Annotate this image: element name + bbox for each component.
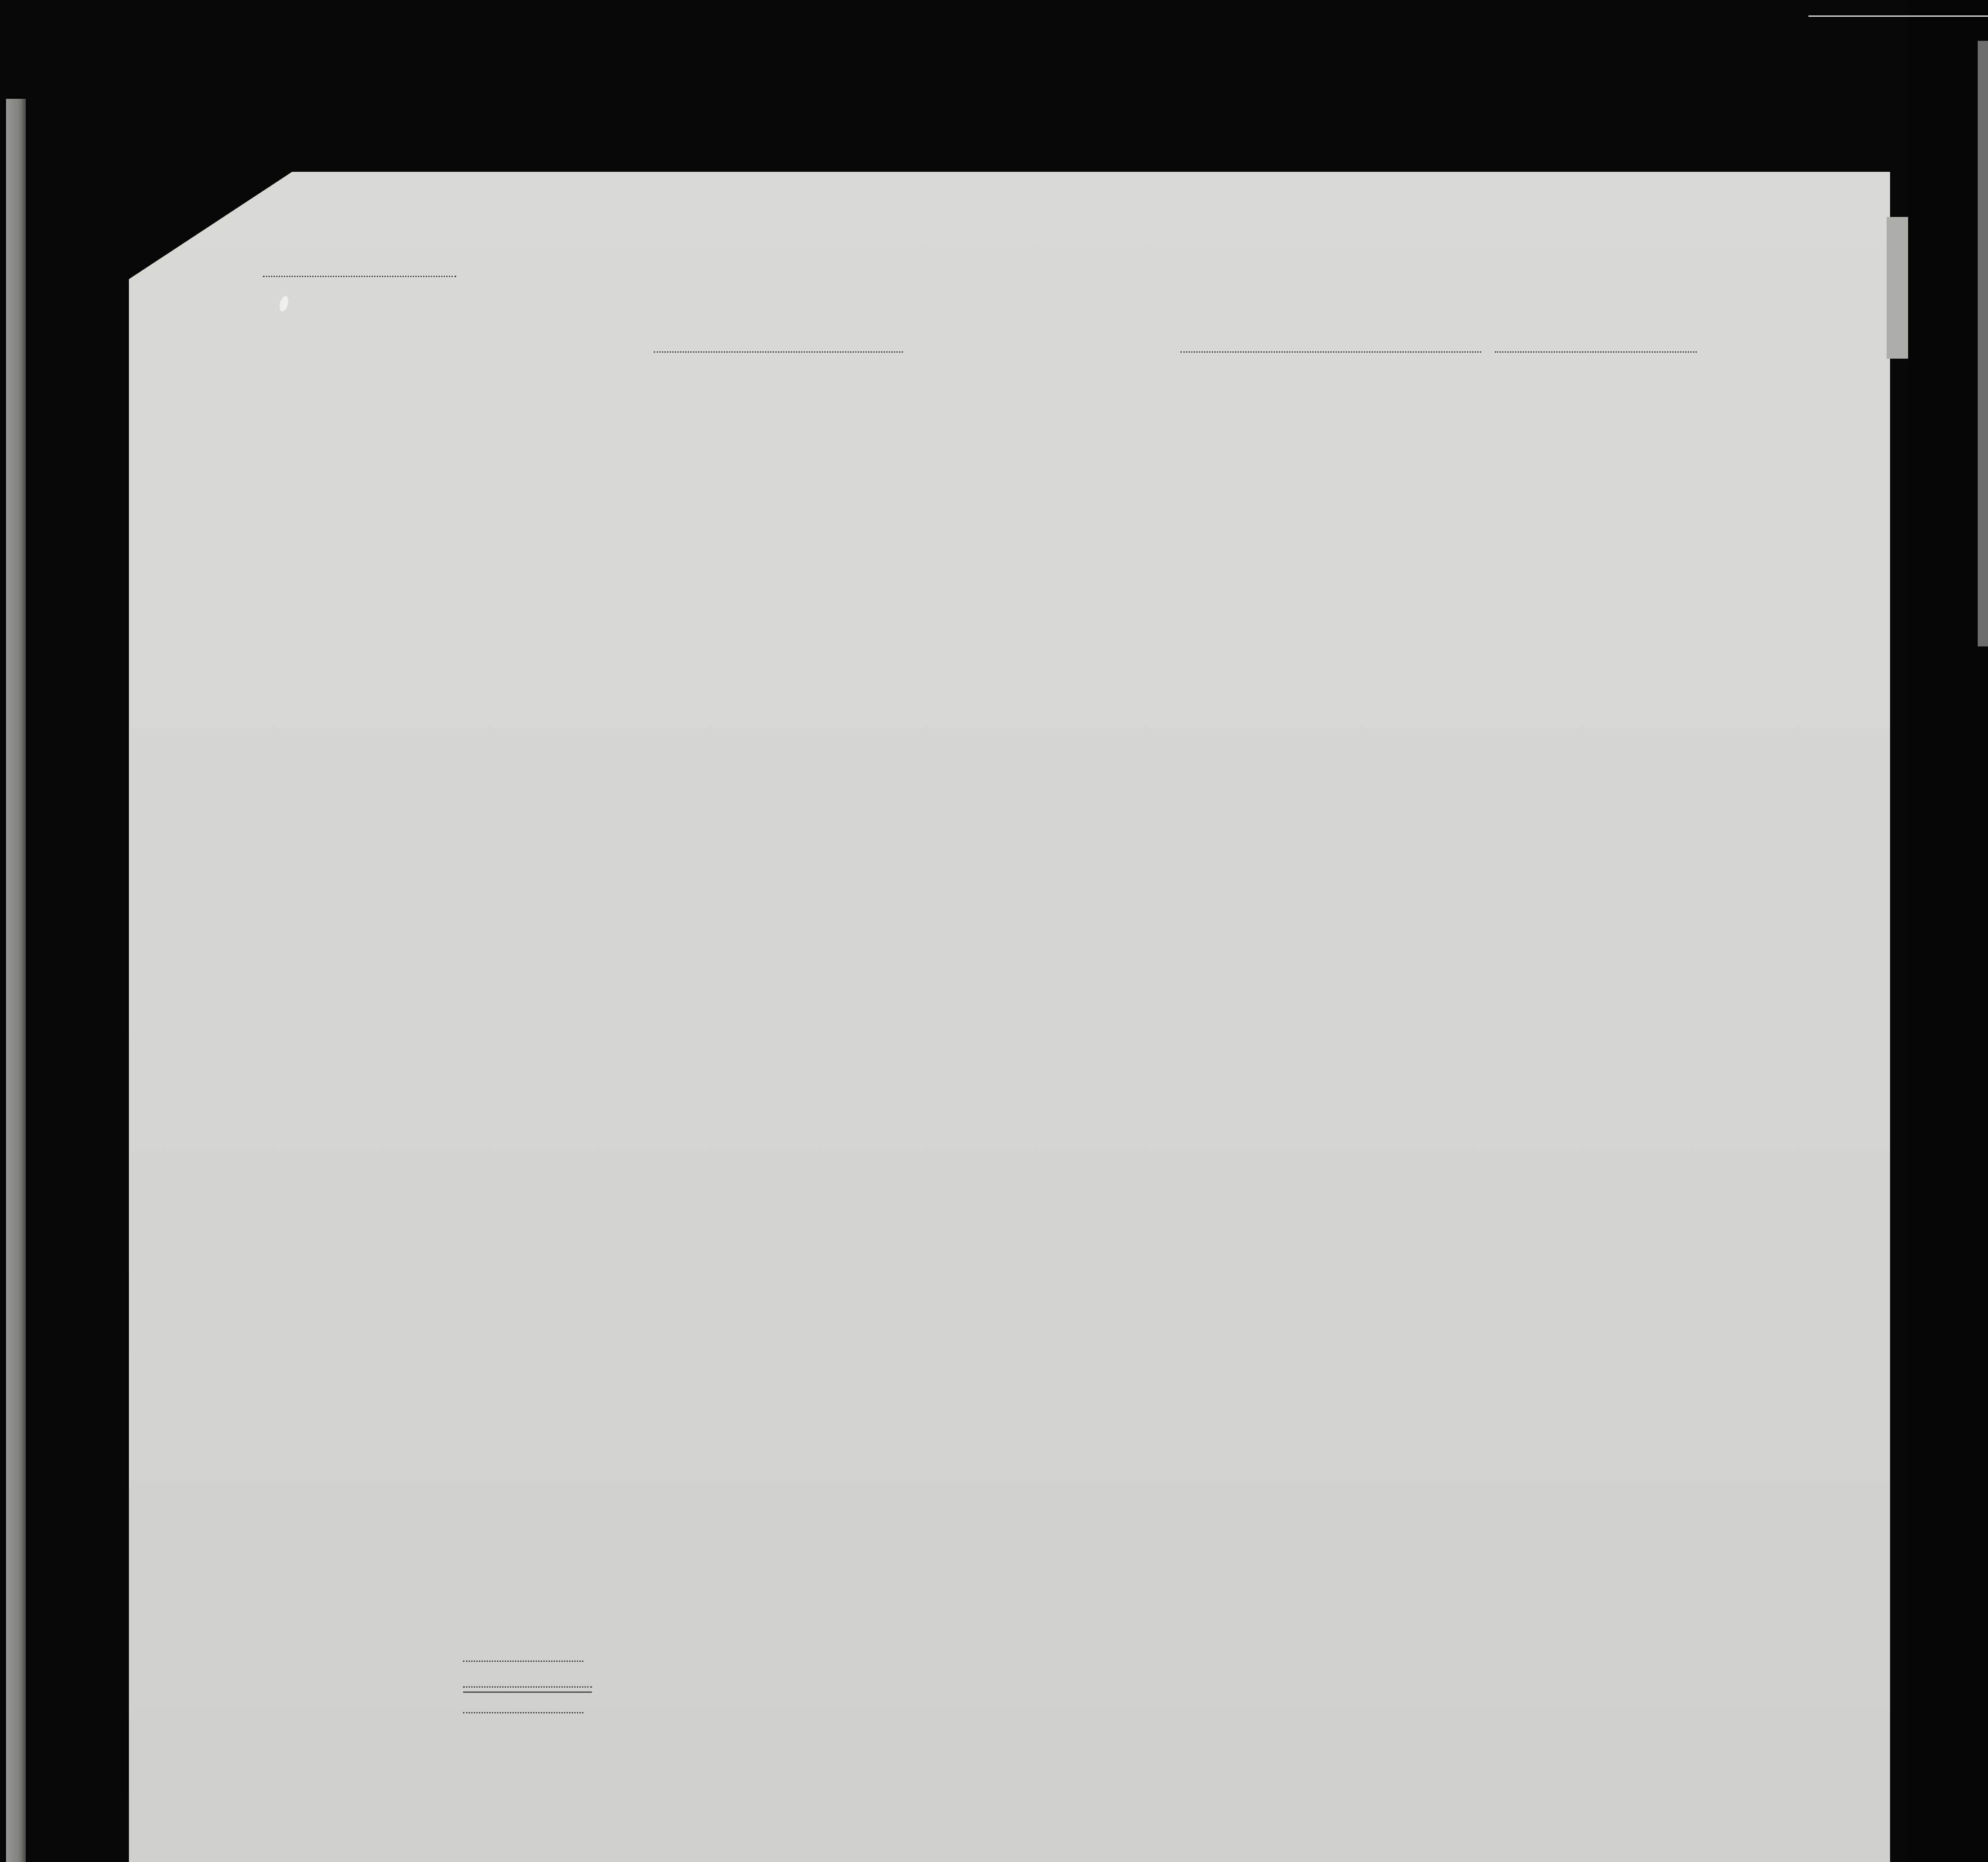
us-citizens-line bbox=[463, 1674, 592, 1688]
film-scratch-line bbox=[1808, 15, 1988, 17]
adjacent-page-sliver bbox=[1887, 217, 1910, 359]
list-line bbox=[263, 262, 456, 277]
aliens-line bbox=[463, 1700, 583, 1713]
ship-line bbox=[654, 338, 903, 353]
total-passengers-line bbox=[463, 1649, 583, 1662]
manifest-page bbox=[129, 172, 1890, 1862]
port-line bbox=[1180, 338, 1481, 353]
us-citizens-rule bbox=[463, 1691, 592, 1693]
date-line bbox=[1495, 338, 1697, 353]
film-strip-left bbox=[6, 99, 26, 1862]
film-fold-right bbox=[1908, 0, 1988, 1862]
film-edge-sliver-right bbox=[1978, 41, 1988, 646]
